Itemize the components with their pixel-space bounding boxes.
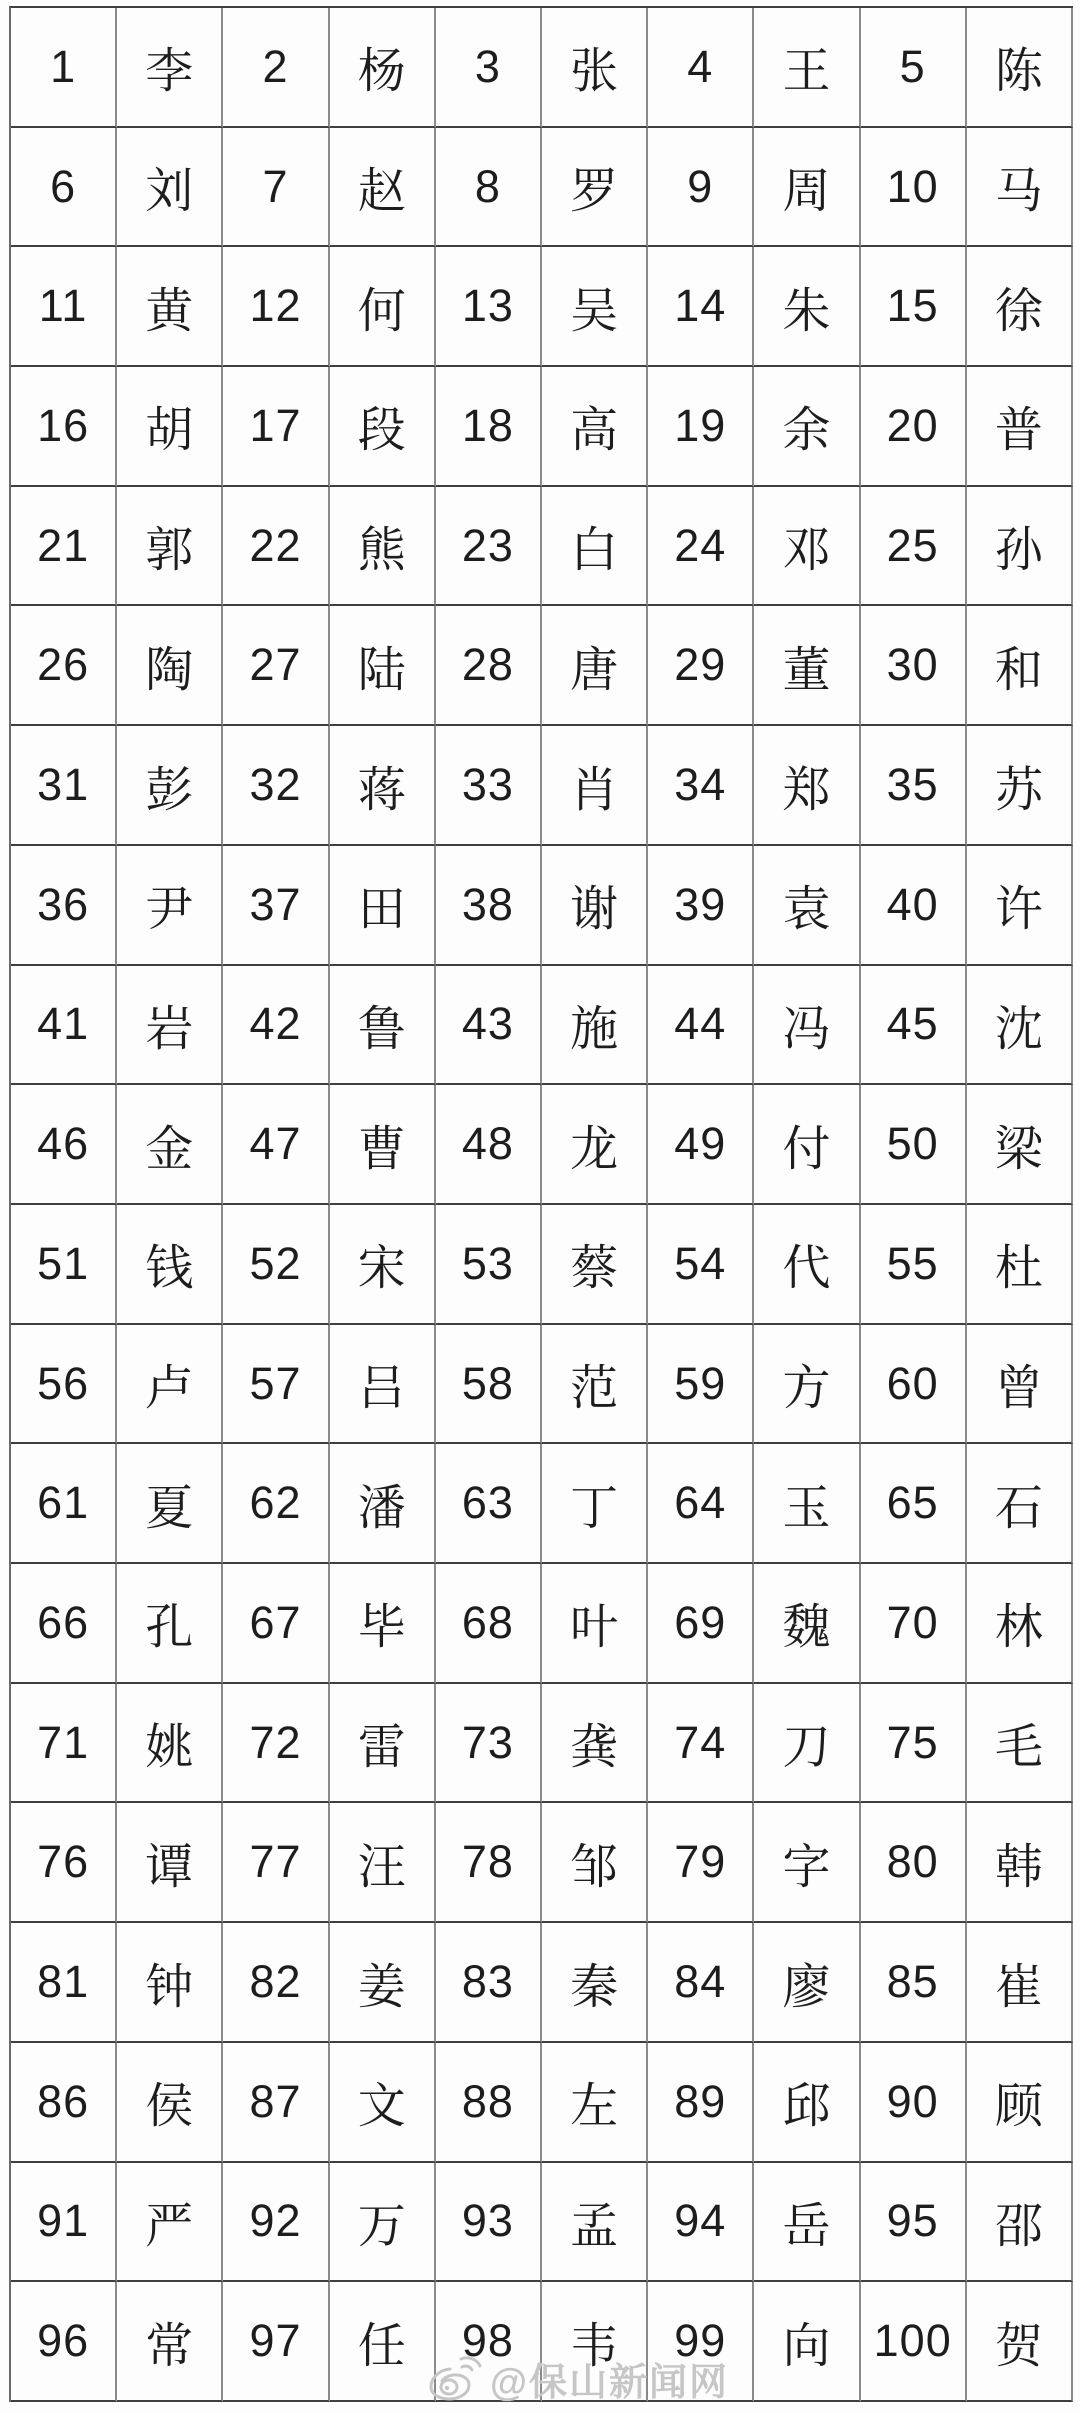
surname-cell: 陆 xyxy=(330,606,436,726)
rank-number-cell: 86 xyxy=(11,2043,117,2163)
surname-cell: 黄 xyxy=(117,247,223,367)
rank-number-cell: 75 xyxy=(861,1684,967,1804)
surname-cell: 丁 xyxy=(542,1444,648,1564)
rank-number-cell: 45 xyxy=(861,966,967,1086)
surname-cell: 吴 xyxy=(542,247,648,367)
surname-cell: 沈 xyxy=(967,966,1073,1086)
surname-cell: 杜 xyxy=(967,1205,1073,1325)
surname-cell: 邓 xyxy=(754,487,860,607)
rank-number-cell: 87 xyxy=(223,2043,329,2163)
surname-cell: 侯 xyxy=(117,2043,223,2163)
rank-number-cell: 40 xyxy=(861,846,967,966)
surname-cell: 谢 xyxy=(542,846,648,966)
surname-cell: 万 xyxy=(330,2163,436,2283)
rank-number-cell: 52 xyxy=(223,1205,329,1325)
rank-number-cell: 54 xyxy=(648,1205,754,1325)
rank-number-cell: 55 xyxy=(861,1205,967,1325)
rank-number-cell: 39 xyxy=(648,846,754,966)
surname-cell: 唐 xyxy=(542,606,648,726)
surname-cell: 曾 xyxy=(967,1325,1073,1445)
rank-number-cell: 60 xyxy=(861,1325,967,1445)
rank-number-cell: 29 xyxy=(648,606,754,726)
surname-cell: 马 xyxy=(967,128,1073,248)
rank-number-cell: 99 xyxy=(648,2282,754,2402)
rank-number-cell: 80 xyxy=(861,1803,967,1923)
rank-number-cell: 83 xyxy=(436,1923,542,2043)
surname-cell: 姚 xyxy=(117,1684,223,1804)
rank-number-cell: 36 xyxy=(11,846,117,966)
surname-cell: 叶 xyxy=(542,1564,648,1684)
rank-number-cell: 94 xyxy=(648,2163,754,2283)
surname-cell: 郭 xyxy=(117,487,223,607)
surname-cell: 郑 xyxy=(754,726,860,846)
surname-cell: 方 xyxy=(754,1325,860,1445)
surname-cell: 贺 xyxy=(967,2282,1073,2402)
surname-cell: 孟 xyxy=(542,2163,648,2283)
surname-cell: 付 xyxy=(754,1085,860,1205)
surname-cell: 冯 xyxy=(754,966,860,1086)
rank-number-cell: 64 xyxy=(648,1444,754,1564)
rank-number-cell: 65 xyxy=(861,1444,967,1564)
surname-cell: 白 xyxy=(542,487,648,607)
rank-number-cell: 24 xyxy=(648,487,754,607)
surname-cell: 林 xyxy=(967,1564,1073,1684)
surname-cell: 雷 xyxy=(330,1684,436,1804)
rank-number-cell: 66 xyxy=(11,1564,117,1684)
rank-number-cell: 92 xyxy=(223,2163,329,2283)
rank-number-cell: 20 xyxy=(861,367,967,487)
surname-cell: 陈 xyxy=(967,8,1073,128)
rank-number-cell: 98 xyxy=(436,2282,542,2402)
surname-cell: 韩 xyxy=(967,1803,1073,1923)
rank-number-cell: 10 xyxy=(861,128,967,248)
rank-number-cell: 42 xyxy=(223,966,329,1086)
surname-cell: 谭 xyxy=(117,1803,223,1923)
surname-cell: 朱 xyxy=(754,247,860,367)
rank-number-cell: 79 xyxy=(648,1803,754,1923)
surname-cell: 徐 xyxy=(967,247,1073,367)
rank-number-cell: 15 xyxy=(861,247,967,367)
surname-cell: 毛 xyxy=(967,1684,1073,1804)
rank-number-cell: 8 xyxy=(436,128,542,248)
rank-number-cell: 81 xyxy=(11,1923,117,2043)
rank-number-cell: 62 xyxy=(223,1444,329,1564)
surname-cell: 向 xyxy=(754,2282,860,2402)
surname-cell: 余 xyxy=(754,367,860,487)
rank-number-cell: 21 xyxy=(11,487,117,607)
surname-ranking-table xyxy=(9,6,1073,2402)
surname-cell: 卢 xyxy=(117,1325,223,1445)
surname-cell: 董 xyxy=(754,606,860,726)
surname-cell: 龙 xyxy=(542,1085,648,1205)
rank-number-cell: 49 xyxy=(648,1085,754,1205)
rank-number-cell: 51 xyxy=(11,1205,117,1325)
rank-number-cell: 37 xyxy=(223,846,329,966)
watermark-handle: @保山新闻网 xyxy=(490,2361,730,2404)
rank-number-cell: 1 xyxy=(11,8,117,128)
surname-cell: 秦 xyxy=(542,1923,648,2043)
surname-cell: 尹 xyxy=(117,846,223,966)
surname-cell: 邵 xyxy=(967,2163,1073,2283)
rank-number-cell: 68 xyxy=(436,1564,542,1684)
surname-cell: 石 xyxy=(967,1444,1073,1564)
rank-number-cell: 5 xyxy=(861,8,967,128)
rank-number-cell: 63 xyxy=(436,1444,542,1564)
surname-cell: 孔 xyxy=(117,1564,223,1684)
surname-cell: 张 xyxy=(542,8,648,128)
rank-number-cell: 78 xyxy=(436,1803,542,1923)
rank-number-cell: 7 xyxy=(223,128,329,248)
rank-number-cell: 76 xyxy=(11,1803,117,1923)
surname-cell: 刘 xyxy=(117,128,223,248)
rank-number-cell: 43 xyxy=(436,966,542,1086)
rank-number-cell: 35 xyxy=(861,726,967,846)
surname-cell: 邱 xyxy=(754,2043,860,2163)
surname-cell: 袁 xyxy=(754,846,860,966)
surname-cell: 字 xyxy=(754,1803,860,1923)
rank-number-cell: 85 xyxy=(861,1923,967,2043)
rank-number-cell: 22 xyxy=(223,487,329,607)
rank-number-cell: 44 xyxy=(648,966,754,1086)
rank-number-cell: 90 xyxy=(861,2043,967,2163)
rank-number-cell: 9 xyxy=(648,128,754,248)
rank-number-cell: 32 xyxy=(223,726,329,846)
rank-number-cell: 33 xyxy=(436,726,542,846)
rank-number-cell: 67 xyxy=(223,1564,329,1684)
surname-cell: 李 xyxy=(117,8,223,128)
rank-number-cell: 11 xyxy=(11,247,117,367)
surname-cell: 施 xyxy=(542,966,648,1086)
surname-cell: 严 xyxy=(117,2163,223,2283)
rank-number-cell: 48 xyxy=(436,1085,542,1205)
surname-cell: 和 xyxy=(967,606,1073,726)
rank-number-cell: 70 xyxy=(861,1564,967,1684)
surname-cell: 高 xyxy=(542,367,648,487)
surname-cell: 蔡 xyxy=(542,1205,648,1325)
rank-number-cell: 93 xyxy=(436,2163,542,2283)
rank-number-cell: 30 xyxy=(861,606,967,726)
surname-cell: 杨 xyxy=(330,8,436,128)
surname-cell: 毕 xyxy=(330,1564,436,1684)
surname-cell: 罗 xyxy=(542,128,648,248)
rank-number-cell: 13 xyxy=(436,247,542,367)
surname-cell: 孙 xyxy=(967,487,1073,607)
surname-cell: 玉 xyxy=(754,1444,860,1564)
surname-cell: 段 xyxy=(330,367,436,487)
surname-cell: 潘 xyxy=(330,1444,436,1564)
rank-number-cell: 38 xyxy=(436,846,542,966)
rank-number-cell: 41 xyxy=(11,966,117,1086)
surname-cell: 陶 xyxy=(117,606,223,726)
surname-cell: 曹 xyxy=(330,1085,436,1205)
surname-cell: 邹 xyxy=(542,1803,648,1923)
rank-number-cell: 4 xyxy=(648,8,754,128)
rank-number-cell: 56 xyxy=(11,1325,117,1445)
surname-cell: 龚 xyxy=(542,1684,648,1804)
surname-cell: 金 xyxy=(117,1085,223,1205)
rank-number-cell: 82 xyxy=(223,1923,329,2043)
surname-cell: 任 xyxy=(330,2282,436,2402)
surname-cell: 何 xyxy=(330,247,436,367)
surname-cell: 王 xyxy=(754,8,860,128)
surname-cell: 苏 xyxy=(967,726,1073,846)
rank-number-cell: 71 xyxy=(11,1684,117,1804)
rank-number-cell: 12 xyxy=(223,247,329,367)
surname-cell: 鲁 xyxy=(330,966,436,1086)
rank-number-cell: 100 xyxy=(861,2282,967,2402)
rank-number-cell: 47 xyxy=(223,1085,329,1205)
surname-cell: 蒋 xyxy=(330,726,436,846)
surname-cell: 钱 xyxy=(117,1205,223,1325)
rank-number-cell: 2 xyxy=(223,8,329,128)
surname-cell: 岳 xyxy=(754,2163,860,2283)
surname-cell: 赵 xyxy=(330,128,436,248)
rank-number-cell: 25 xyxy=(861,487,967,607)
rank-number-cell: 97 xyxy=(223,2282,329,2402)
rank-number-cell: 96 xyxy=(11,2282,117,2402)
rank-number-cell: 6 xyxy=(11,128,117,248)
surname-cell: 廖 xyxy=(754,1923,860,2043)
surname-cell: 岩 xyxy=(117,966,223,1086)
surname-cell: 普 xyxy=(967,367,1073,487)
rank-number-cell: 31 xyxy=(11,726,117,846)
rank-number-cell: 61 xyxy=(11,1444,117,1564)
rank-number-cell: 17 xyxy=(223,367,329,487)
rank-number-cell: 26 xyxy=(11,606,117,726)
surname-cell: 许 xyxy=(967,846,1073,966)
rank-number-cell: 18 xyxy=(436,367,542,487)
rank-number-cell: 50 xyxy=(861,1085,967,1205)
surname-cell: 崔 xyxy=(967,1923,1073,2043)
rank-number-cell: 73 xyxy=(436,1684,542,1804)
surname-cell: 夏 xyxy=(117,1444,223,1564)
rank-number-cell: 57 xyxy=(223,1325,329,1445)
rank-number-cell: 95 xyxy=(861,2163,967,2283)
surname-cell: 梁 xyxy=(967,1085,1073,1205)
rank-number-cell: 89 xyxy=(648,2043,754,2163)
rank-number-cell: 77 xyxy=(223,1803,329,1923)
surname-cell: 钟 xyxy=(117,1923,223,2043)
rank-number-cell: 34 xyxy=(648,726,754,846)
surname-cell: 周 xyxy=(754,128,860,248)
rank-number-cell: 14 xyxy=(648,247,754,367)
surname-cell: 常 xyxy=(117,2282,223,2402)
rank-number-cell: 53 xyxy=(436,1205,542,1325)
rank-number-cell: 27 xyxy=(223,606,329,726)
rank-number-cell: 59 xyxy=(648,1325,754,1445)
surname-cell: 魏 xyxy=(754,1564,860,1684)
surname-cell: 田 xyxy=(330,846,436,966)
surname-cell: 代 xyxy=(754,1205,860,1325)
rank-number-cell: 16 xyxy=(11,367,117,487)
surname-cell: 姜 xyxy=(330,1923,436,2043)
surname-cell: 范 xyxy=(542,1325,648,1445)
rank-number-cell: 69 xyxy=(648,1564,754,1684)
surname-cell: 左 xyxy=(542,2043,648,2163)
surname-cell: 汪 xyxy=(330,1803,436,1923)
surname-cell: 韦 xyxy=(542,2282,648,2402)
rank-number-cell: 3 xyxy=(436,8,542,128)
surname-cell: 肖 xyxy=(542,726,648,846)
rank-number-cell: 91 xyxy=(11,2163,117,2283)
rank-number-cell: 72 xyxy=(223,1684,329,1804)
rank-number-cell: 28 xyxy=(436,606,542,726)
surname-cell: 熊 xyxy=(330,487,436,607)
surname-cell: 顾 xyxy=(967,2043,1073,2163)
surname-cell: 文 xyxy=(330,2043,436,2163)
surname-cell: 宋 xyxy=(330,1205,436,1325)
surname-cell: 吕 xyxy=(330,1325,436,1445)
rank-number-cell: 88 xyxy=(436,2043,542,2163)
rank-number-cell: 58 xyxy=(436,1325,542,1445)
rank-number-cell: 23 xyxy=(436,487,542,607)
rank-number-cell: 19 xyxy=(648,367,754,487)
rank-number-cell: 46 xyxy=(11,1085,117,1205)
rank-number-cell: 84 xyxy=(648,1923,754,2043)
surname-cell: 彭 xyxy=(117,726,223,846)
surname-cell: 刀 xyxy=(754,1684,860,1804)
surname-cell: 胡 xyxy=(117,367,223,487)
rank-number-cell: 74 xyxy=(648,1684,754,1804)
